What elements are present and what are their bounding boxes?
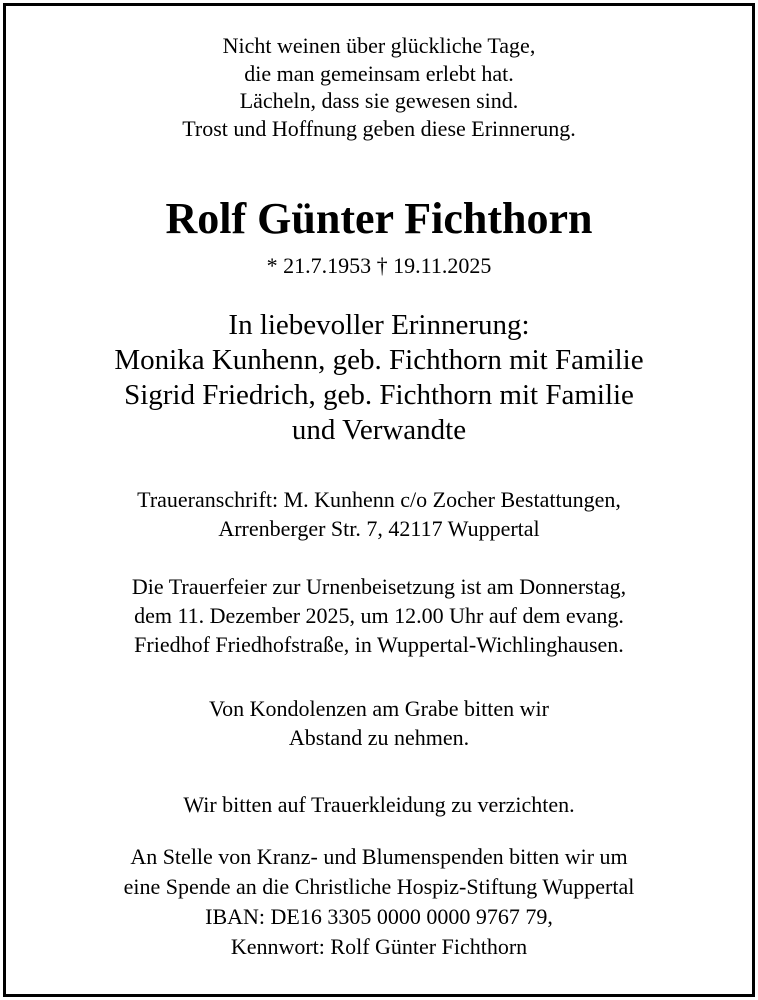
mourner-line: Sigrid Friedrich, geb. Fichthorn mit Familie (124, 379, 634, 411)
condolence-notice (6, 694, 752, 752)
condolence-line: Von Kondolenzen am Grabe bitten wir (209, 696, 549, 721)
poem (6, 32, 752, 142)
ceremony-line: dem 11. Dezember 2025, um 12.00 Uhr auf dem evang. (134, 603, 624, 628)
clothing-notice (6, 790, 752, 819)
life-dates: * 21.7.1953 † 19.11.2025 (266, 253, 492, 278)
donation-line: An Stelle von Kranz- und Blumenspenden bitten wir um (130, 844, 628, 869)
poem-line: Trost und Hoffnung geben diese Erinnerung. (182, 115, 576, 141)
ceremony-line: Friedhof Friedhofstraße, in Wuppertal-Wichlinghausen. (134, 632, 624, 657)
mourner-line: und Verwandte (291, 414, 467, 446)
poem-line: Lächeln, dass sie gewesen sind. (239, 88, 519, 113)
address-line: Traueranschrift: M. Kunhenn c/o Zocher Bestattungen, (137, 487, 621, 512)
mourner-line: Monika Kunhenn, geb. Fichthorn mit Familie (114, 344, 644, 376)
mourners-intro: In liebevoller Erinnerung: (228, 309, 530, 341)
donation-line: eine Spende an die Christliche Hospiz-Stiftung Wuppertal (123, 874, 635, 899)
iban-line: IBAN: DE16 3305 0000 0000 9767 79, (205, 904, 553, 929)
clothing-line: Wir bitten auf Trauerkleidung zu verzichten. (183, 792, 575, 817)
mourning-address (6, 485, 752, 543)
poem-line: die man gemeinsam erlebt hat. (244, 60, 514, 86)
poem-line: Nicht weinen über glückliche Tage, (222, 33, 536, 58)
obituary-frame (3, 3, 755, 997)
mourners (6, 308, 752, 448)
deceased-name: Rolf Günter Fichthorn (165, 194, 593, 243)
keyword-line: Kennwort: Rolf Günter Fichthorn (230, 934, 528, 959)
condolence-line: Abstand zu nehmen. (288, 725, 470, 750)
ceremony-line: Die Trauerfeier zur Urnenbeisetzung ist am Donnerstag, (131, 574, 627, 599)
ceremony-notice (6, 572, 752, 659)
address-line: Arrenberger Str. 7, 42117 Wuppertal (218, 516, 540, 541)
donation-notice (6, 842, 752, 962)
